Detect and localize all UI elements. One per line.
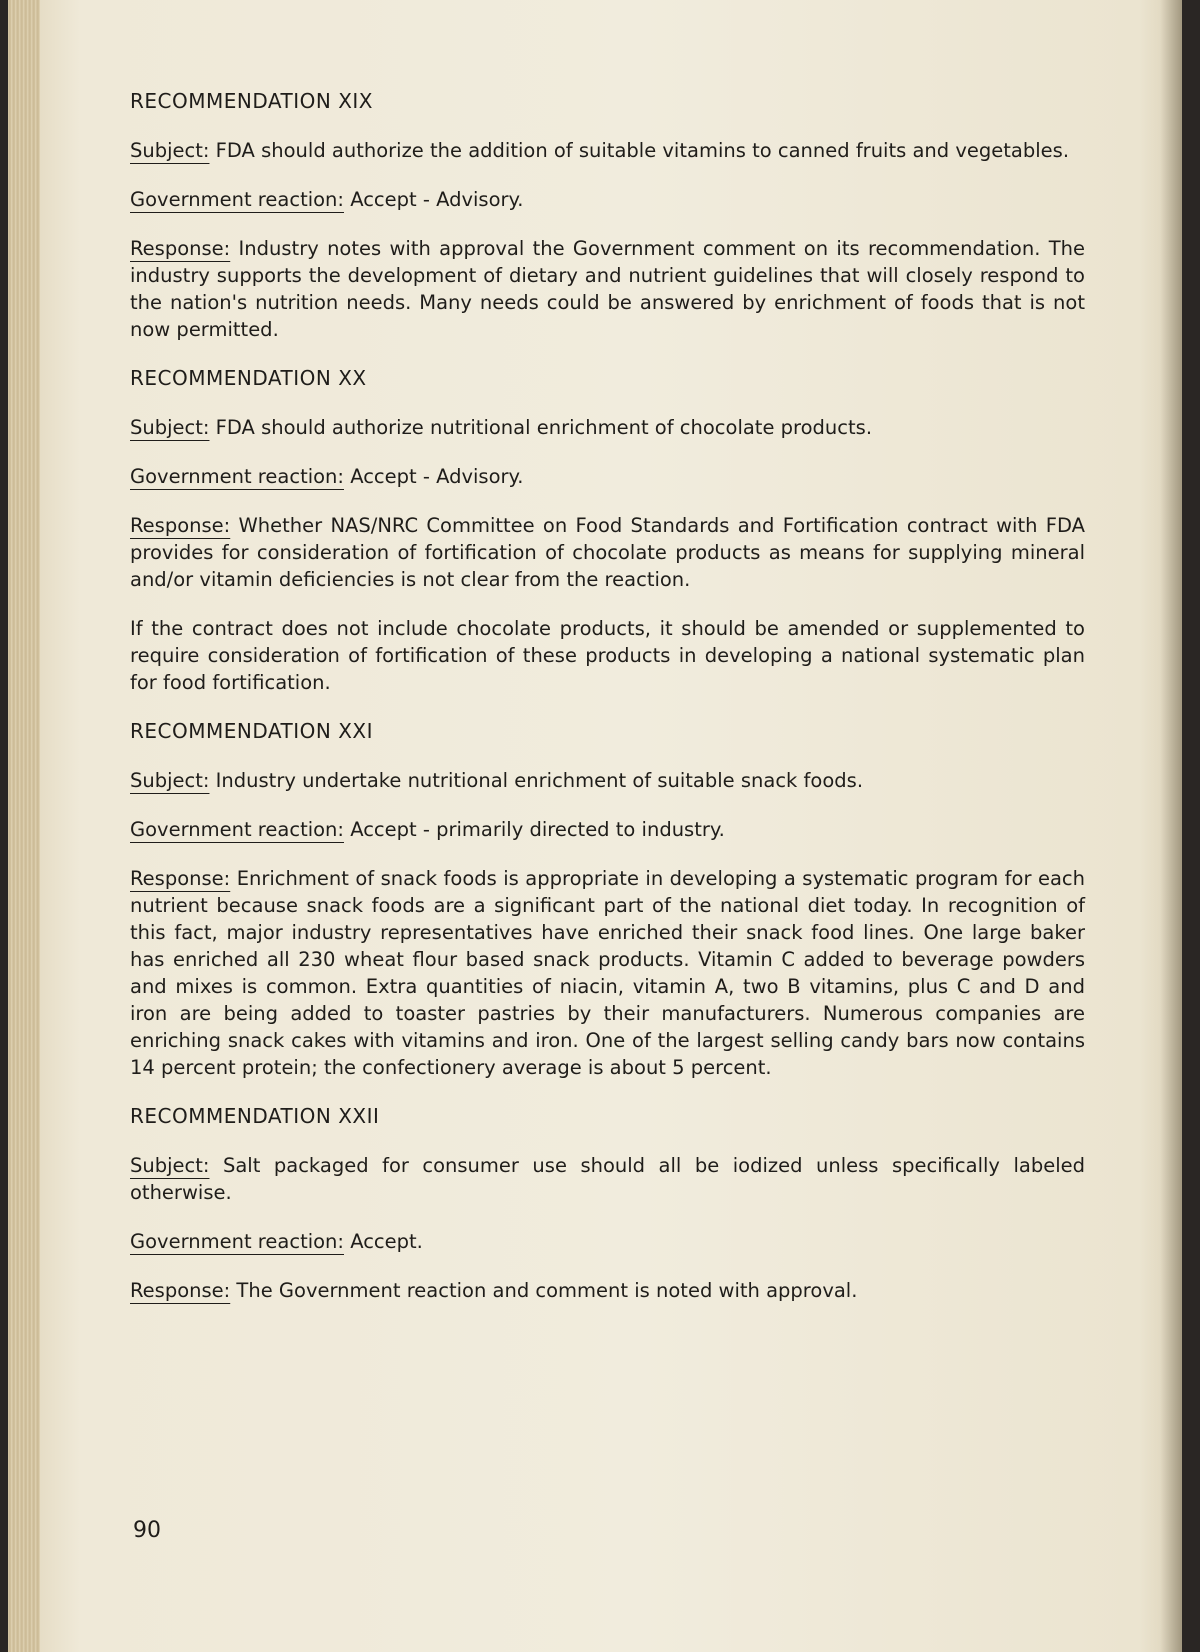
government-reaction-text: Accept. [344, 1230, 423, 1253]
government-reaction-text: Accept - Advisory. [344, 465, 524, 488]
subject-label: Subject: [130, 1154, 210, 1177]
government-reaction-paragraph [130, 186, 1085, 213]
response-label: Response: [130, 1279, 231, 1302]
government-reaction-label: Government reaction: [130, 1230, 344, 1253]
response-text: Whether NAS/NRC Committee on Food Standards and Fortification contract with FDA provides for consideration of fortification of chocolate products as means for supplying mineral and/or vitamin deficiencies is not clear from the reaction. [130, 514, 1085, 591]
response-paragraph [130, 1277, 1085, 1304]
subject-text: Salt packaged for consumer use should all be iodized unless specifically labeled otherwise. [130, 1154, 1085, 1204]
subject-text: Industry undertake nutritional enrichment of suitable snack foods. [209, 769, 864, 792]
subject-text: FDA should authorize the addition of suitable vitamins to canned fruits and vegetables. [209, 139, 1070, 162]
response-label: Response: [130, 514, 231, 537]
continuation-text: If the contract does not include chocolate products, it should be amended or supplemented to require consideration of fortification of these products in developing a national systematic plan for food fortification. [130, 617, 1085, 694]
response-text: Industry notes with approval the Government comment on its recommendation. The industry supports the development of dietary and nutrient guidelines that will closely respond to the nation's nutrition needs. Many needs could be answered by enrichment of foods that is not now permitted. [130, 237, 1085, 341]
government-reaction-paragraph [130, 463, 1085, 490]
subject-label: Subject: [130, 416, 210, 439]
response-label: Response: [130, 237, 231, 260]
government-reaction-text: Accept - Advisory. [344, 188, 524, 211]
response-paragraph [130, 865, 1085, 1081]
recommendation-section [130, 88, 1085, 343]
response-label: Response: [130, 867, 231, 890]
recommendation-heading: RECOMMENDATION XXI [130, 719, 374, 743]
response-paragraph [130, 235, 1085, 343]
recommendation-section [130, 1103, 1085, 1304]
response-text: Enrichment of snack foods is appropriate in developing a systematic program for each nutrient because snack foods are a significant part of the national diet today. In recognition of this fact, major industry representatives have enriched their snack food lines. One large baker has enriched all 230 wheat flour based snack products. Vitamin C added to beverage powders and mixes is common. Extra quantities of niacin, vitamin A, two B vitamins, plus C and D and iron are being added to toaster pastries by their manufacturers. Numerous companies are enriching snack cakes with vitamins and iron. One of the largest selling candy bars now contains 14 percent protein; the confectionery average is about 5 percent. [130, 867, 1085, 1079]
government-reaction-label: Government reaction: [130, 818, 344, 841]
response-text: The Government reaction and comment is noted with approval. [230, 1279, 858, 1302]
recommendation-heading: RECOMMENDATION XXII [130, 1104, 380, 1128]
recommendation-section [130, 718, 1085, 1081]
subject-label: Subject: [130, 139, 210, 162]
subject-text: FDA should authorize nutritional enrichment of chocolate products. [209, 416, 873, 439]
recommendation-heading: RECOMMENDATION XX [130, 366, 367, 390]
subject-paragraph [130, 137, 1085, 164]
government-reaction-label: Government reaction: [130, 188, 344, 211]
government-reaction-label: Government reaction: [130, 465, 344, 488]
spine-shadow [1160, 0, 1182, 1652]
continuation-paragraph [130, 615, 1085, 696]
subject-paragraph [130, 767, 1085, 794]
government-reaction-paragraph [130, 1228, 1085, 1255]
subject-paragraph [130, 1152, 1085, 1206]
document-body [130, 88, 1085, 1326]
response-paragraph [130, 512, 1085, 593]
government-reaction-text: Accept - primarily directed to industry. [344, 818, 725, 841]
recommendation-section [130, 365, 1085, 696]
government-reaction-paragraph [130, 816, 1085, 843]
subject-paragraph [130, 414, 1085, 441]
page-number: 90 [133, 1518, 161, 1543]
subject-label: Subject: [130, 769, 210, 792]
recommendation-heading: RECOMMENDATION XIX [130, 89, 374, 113]
